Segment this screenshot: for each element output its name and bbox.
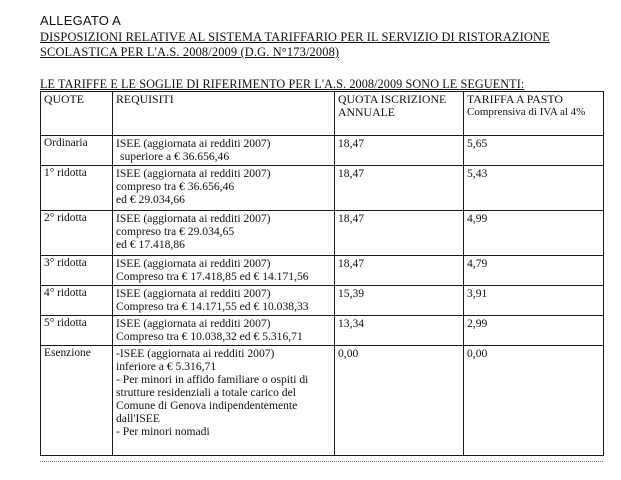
- requisiti-line: - Per minori in affido familiare o ospiti di: [116, 373, 309, 386]
- quota-cell: 3° ridotta: [41, 256, 113, 286]
- header-requisiti: REQUISITI: [113, 92, 335, 136]
- requisiti-line: compreso tra € 36.656,46: [116, 180, 235, 193]
- requisiti-line: Compreso tra € 14.171,55 ed € 10.038,33: [116, 300, 309, 313]
- tariffa-cell: 0,00: [464, 346, 604, 456]
- requisiti-cell: [113, 256, 335, 286]
- requisiti-line: ISEE (aggiornata ai redditi 2007): [116, 167, 271, 180]
- requisiti-line: ed € 29.034,66: [116, 193, 185, 206]
- tariffa-cell: 3,91: [464, 286, 604, 316]
- iscrizione-cell: 18,47: [335, 136, 464, 166]
- requisiti-line: Comune di Genova indipendentemente: [116, 399, 298, 412]
- table-row: [41, 166, 604, 211]
- header-quote: QUOTE: [41, 92, 113, 136]
- table-header-row: [41, 92, 604, 136]
- requisiti-line: -ISEE (aggiornata ai redditi 2007): [116, 347, 275, 360]
- requisiti-line: ISEE (aggiornata ai redditi 2007): [116, 287, 271, 300]
- requisiti-cell: [113, 286, 335, 316]
- quota-cell: Ordinaria: [41, 136, 113, 166]
- requisiti-cell: [113, 136, 335, 166]
- table-row: [41, 256, 604, 286]
- requisiti-line: dall'ISEE: [116, 412, 160, 425]
- requisiti-line: ISEE (aggiornata ai redditi 2007): [116, 137, 271, 150]
- iscrizione-cell: 18,47: [335, 166, 464, 211]
- requisiti-cell: [113, 316, 335, 346]
- tariffa-cell: 5,65: [464, 136, 604, 166]
- table-row: [41, 346, 604, 456]
- table-row: [41, 316, 604, 346]
- requisiti-line: superiore a € 36.656,46: [120, 150, 230, 163]
- requisiti-line: compreso tra € 29.034,65: [116, 225, 235, 238]
- header-tariffa-note: Comprensiva di IVA al 4%: [467, 106, 586, 118]
- quota-cell: 2° ridotta: [41, 211, 113, 256]
- tariffa-cell: 4,99: [464, 211, 604, 256]
- document-heading: DISPOSIZIONI RELATIVE AL SISTEMA TARIFFARIO PER IL SERVIZIO DI RISTORAZIONE SCOLASTICA PER L'A.S. 2008/2009 (D.G. N°173/2008): [40, 30, 550, 59]
- requisiti-line: ISEE (aggiornata ai redditi 2007): [116, 317, 271, 330]
- iscrizione-cell: 0,00: [335, 346, 464, 456]
- iscrizione-cell: 18,47: [335, 256, 464, 286]
- requisiti-line: inferiore a € 5.316,71: [116, 360, 217, 373]
- requisiti-line: ed € 17.418,86: [116, 238, 185, 251]
- tariffa-cell: 4,79: [464, 256, 604, 286]
- requisiti-line: Compreso tra € 10.038,32 ed € 5.316,71: [116, 330, 303, 343]
- requisiti-cell: [113, 166, 335, 211]
- bottom-divider: [40, 461, 603, 462]
- iscrizione-cell: 18,47: [335, 211, 464, 256]
- iscrizione-cell: 13,34: [335, 316, 464, 346]
- quota-cell: 5° ridotta: [41, 316, 113, 346]
- header-quota-iscrizione: QUOTA ISCRIZIONE ANNUALE: [335, 92, 464, 136]
- header-tariffa-label: TARIFFA A PASTO: [467, 92, 563, 106]
- table-row: [41, 286, 604, 316]
- quota-cell: 4° ridotta: [41, 286, 113, 316]
- table-body: [41, 136, 604, 456]
- requisiti-cell: [113, 346, 335, 456]
- iscrizione-cell: 15,39: [335, 286, 464, 316]
- table-row: [41, 211, 604, 256]
- requisiti-line: Compreso tra € 17.418,85 ed € 14.171,56: [116, 270, 309, 283]
- table-row: [41, 136, 604, 166]
- quota-cell: Esenzione: [41, 346, 113, 456]
- requisiti-line: strutture residenziali a totale carico del: [116, 386, 296, 399]
- tariffa-cell: 5,43: [464, 166, 604, 211]
- requisiti-line: - Per minori nomadi: [116, 425, 210, 438]
- requisiti-line: ISEE (aggiornata ai redditi 2007): [116, 257, 271, 270]
- tariffa-cell: 2,99: [464, 316, 604, 346]
- requisiti-line: ISEE (aggiornata ai redditi 2007): [116, 212, 271, 225]
- requisiti-cell: [113, 211, 335, 256]
- table-intro: LE TARIFFE E LE SOGLIE DI RIFERIMENTO PER L'A.S. 2008/2009 SONO LE SEGUENTI:: [40, 77, 525, 91]
- attachment-label: ALLEGATO A: [40, 13, 122, 28]
- header-tariffa-pasto: [464, 92, 604, 136]
- tariff-table: [40, 91, 604, 456]
- quota-cell: 1° ridotta: [41, 166, 113, 211]
